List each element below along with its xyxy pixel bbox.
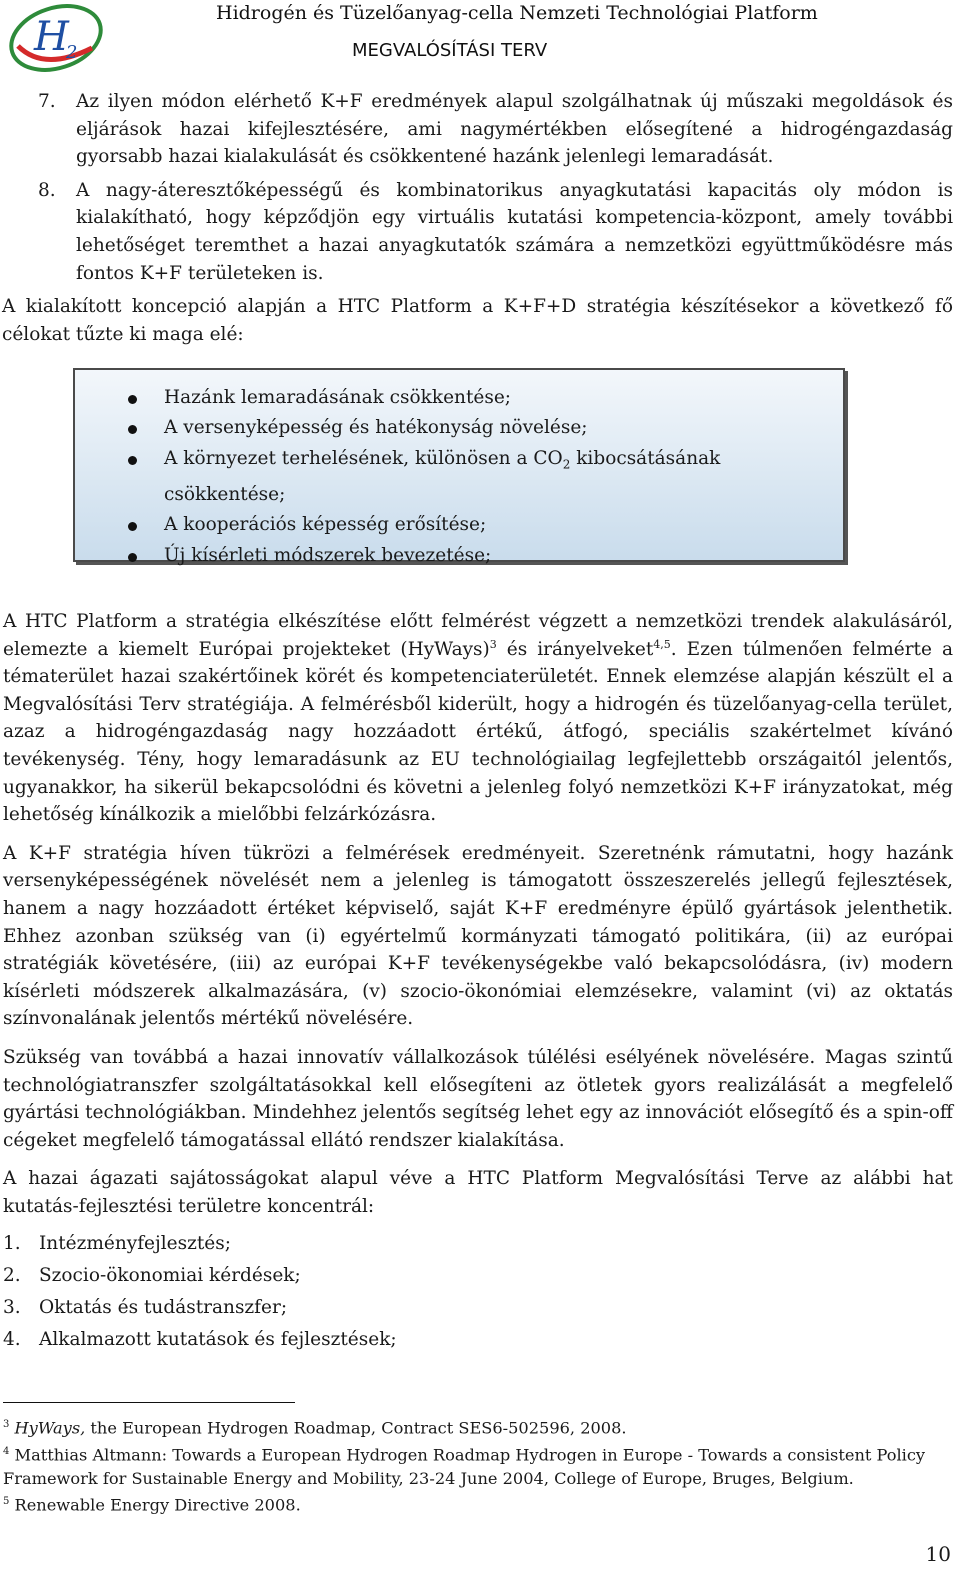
footnote-ref[interactable]: 4,5	[653, 637, 671, 651]
text-run: . Ezen túlmenően felmérte a tématerület hazai szakértőinek körét és kompetenciaterületét. Ennek elemzése alapján készült el a Megvalósítási Terv stratégiája. A felmérésből kiderült, hogy a hidrogén és tüzelőanyag-cella terület, azaz a hidrogéngazdaság nagy hozzáadott értékű, átfogó, speciális szakértelmet kívánó tevékenység. Tény, hogy lemaradásunk az EU technológiailag legfejlettebb országaitól jelentős, ugyanakkor, ha sikerül bekapcsolódni és követni a jelenleg folyó nemzetközi K+F irányzatokat, még lehetőség kínálkozik a mielőbbi felzárkózásra.	[3, 638, 953, 826]
header-title: Hidrogén és Tüzelőanyag-cella Nemzeti Technológiai Platform	[216, 2, 818, 24]
footnote-mark: 4	[3, 1445, 10, 1457]
goals-list	[75, 370, 843, 571]
footnote-4	[3, 1440, 953, 1467]
goal-item	[75, 413, 724, 443]
list-item	[3, 1260, 953, 1292]
goal-item	[75, 444, 724, 511]
paragraph-innovation: Szükség van továbbá a hazai innovatív vállalkozások túlélési esélyének növelésére. Magas szintű technológiatranszfer szolgáltatásokkal kell elősegíteni az ötletek gyors realizálását a megfelelő gyártási technológiákban. Mindehhez jelentős segítség lehet egy az innovációt elősegítő és a spin-off cégeket megfelelő támogatással ellátó rendszer kialakítása.	[3, 1046, 953, 1151]
footnote-mark: 5	[3, 1496, 10, 1507]
goal-text: Hazánk lemaradásának csökkentése;	[164, 387, 512, 408]
footnote-mark: 3	[3, 1419, 10, 1430]
goal-item	[75, 541, 724, 571]
footnote-text: the European Hydrogen Roadmap, Contract SES6-502596, 2008.	[85, 1418, 627, 1438]
footnote-4-cont: Framework for Sustainable Energy and Mobility, 23-24 June 2004, College of Europe, Bruges, Belgium.	[3, 1468, 854, 1488]
item-text: Szocio-ökonomiai kérdések;	[39, 1265, 301, 1287]
goal-text: Új kísérleti módszerek bevezetése;	[164, 544, 492, 566]
bullet-icon	[128, 425, 137, 434]
bullet-icon	[128, 456, 137, 465]
list-item	[3, 1324, 953, 1356]
bullet-icon	[128, 522, 137, 531]
h2-platform-logo	[4, 2, 104, 74]
item-number: 3.	[3, 1296, 21, 1318]
item-number: 4.	[3, 1328, 21, 1350]
footnote-italic: HyWays,	[14, 1418, 86, 1438]
list-item	[3, 1292, 953, 1324]
research-areas-list	[3, 1228, 953, 1355]
goal-text: kibocsátásának csökkentése;	[164, 447, 721, 505]
footnote-5	[3, 1490, 953, 1517]
text-run: A HTC Platform a stratégia elkészítése előtt felmérést végzett a nemzetközi trendek alakulásáról, elemezte a kiemelt Európai projekteket (HyWays)	[3, 611, 953, 660]
goal-item	[75, 383, 724, 413]
goal-text: A kooperációs képesség erősítése;	[164, 514, 487, 536]
body-text	[3, 608, 953, 1355]
item-text: Alkalmazott kutatások és fejlesztések;	[39, 1328, 397, 1350]
footnote-3	[3, 1413, 953, 1440]
header-subtitle: MEGVALÓSÍTÁSI TERV	[352, 40, 548, 61]
subscript: 2	[562, 457, 571, 472]
footnote-divider	[3, 1402, 295, 1403]
item-number: 2.	[3, 1265, 21, 1287]
item-text: Oktatás és tudástranszfer;	[39, 1296, 288, 1318]
item-text: Intézményfejlesztés;	[39, 1233, 231, 1255]
footnote-ref[interactable]: 3	[489, 637, 497, 651]
footnote-text: Matthias Altmann: Towards a European Hydrogen Roadmap Hydrogen in Europe - Towards a consistent Policy	[9, 1445, 926, 1465]
item-number: 1.	[3, 1233, 21, 1255]
bullet-icon	[128, 395, 137, 404]
intro-paragraph: A kialakított koncepció alapján a HTC Platform a K+F+D stratégia készítésekor a következő fő célokat tűzte ki maga elé:	[2, 296, 953, 345]
goal-text: A környezet terhelésének, különösen a CO	[164, 447, 563, 469]
bullet-icon	[128, 553, 137, 562]
list-item	[3, 1228, 953, 1260]
footnotes	[3, 1413, 953, 1517]
paragraph-survey	[3, 608, 953, 829]
item-text: Az ilyen módon elérhető K+F eredmények alapul szolgálhatnak új műszaki megoldások és eljárások hazai kifejlesztésére, ami nagymértékben elősegítené a hidrogéngazdaság gyorsabb hazai kialakulását és csökkentené hazánk jelenlegi lemaradását.	[76, 91, 953, 168]
numbered-items	[3, 88, 953, 359]
goal-item	[75, 510, 724, 540]
goal-text: A versenyképesség és hatékonyság növelése;	[164, 417, 588, 439]
paragraph-strategy: A K+F stratégia híven tükrözi a felmérések eredményeit. Szeretnénk rámutatni, hogy hazánk versenyképességének növelését nem a jelenleg is támogatott összeszerelés jellegű fejlesztések, hanem a nagy hozzáadott értéket képviselő, saját K+F eredményre épülő gyártások jelenthetik. Ehhez azonban szükség van (i) egyértelmű kormányzati támogató politikára, (ii) az európai stratégiák követésére, (iii) az európai K+F tevékenységekbe való bekapcsolódásra, (iv) modern kísérleti módszerek alkalmazására, (v) szocio-ökonómiai elemzésekre, valamint (vi) az oktatás színvonalának jelentős mértékű növelésére.	[3, 842, 953, 1030]
item-text: A nagy-áteresztőképességű és kombinatorikus anyagkutatási kapacitás oly módon is kialakítható, hogy képződjön egy virtuális kutatási kompetencia-központ, amely további lehetőséget teremthet a hazai anyagkutatók számára a nemzetközi együttműködésre más fontos K+F területeken is.	[76, 179, 953, 284]
svg-text:2: 2	[66, 42, 78, 63]
list-item	[38, 177, 953, 287]
item-number: 7.	[38, 91, 56, 112]
goals-box	[73, 368, 845, 566]
list-item	[38, 88, 953, 171]
paragraph-areas-intro: A hazai ágazati sajátosságokat alapul véve a HTC Platform Megvalósítási Terve az alábbi hat kutatás-fejlesztési területre koncentrál:	[3, 1168, 953, 1217]
svg-text:H: H	[34, 14, 69, 60]
page-number: 10	[925, 1542, 951, 1566]
page-header	[0, 0, 960, 80]
item-number: 8.	[38, 179, 56, 201]
text-run: és irányelveket	[496, 638, 654, 660]
footnote-text: Renewable Energy Directive 2008.	[9, 1495, 301, 1515]
